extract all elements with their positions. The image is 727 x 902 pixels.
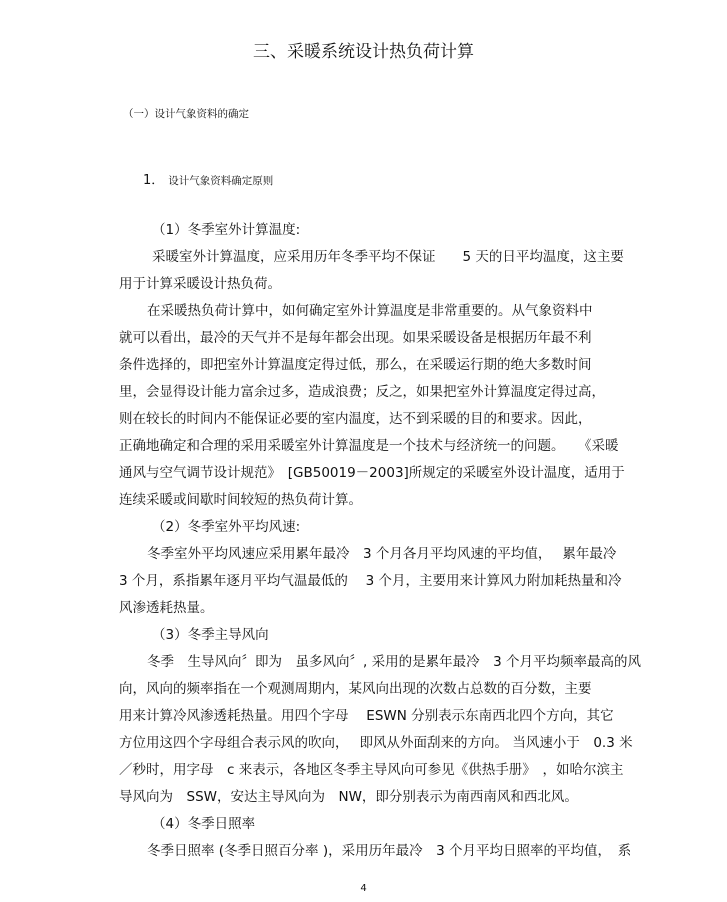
item-heading-1: （1）冬季室外计算温度: [152,222,301,238]
paragraph-line: 通风与空气调节设计规范》 [GB50019－2003]所规定的采暖室外设计温度，适用于 [119,465,625,481]
subsection-heading [143,169,273,188]
subsection-number: 1． [143,173,165,188]
paragraph-line: 连续采暖或间歇时间较短的热负荷计算。 [119,492,362,508]
paragraph-line: 方位用这四个字母组合表示风的吹向， 即风从外面刮来的方向。 当风速小于 0.3 米 [119,735,633,751]
page-title: 三、采暖系统设计热负荷计算 [253,42,474,62]
paragraph-line: 冬季日照率 (冬季日照百分率 )，采用历年最冷 3 个月平均日照率的平均值， 系 [147,843,632,859]
paragraph-line: 则在较长的时间内不能保证必要的室内温度，达不到采暖的目的和要求。因此， [119,411,592,427]
item-heading-3: （3）冬季主导风向 [152,627,269,643]
paragraph-line: ／秒时，用字母 c 来表示，各地区冬季主导风向可参见《供热手册》 ，如哈尔滨主 [119,762,624,778]
paragraph-line: 导风向为 SSW，安达主导风向为 NW，即分别表示为南西南风和西北风。 [119,789,578,805]
item-heading-2: （2）冬季室外平均风速: [152,519,301,535]
paragraph-line: 冬季室外平均风速应采用累年最冷 3 个月各月平均风速的平均值， 累年最冷 [147,546,617,562]
paragraph-line: 条件选择的，即把室外计算温度定得过低，那么，在采暖运行期的绝大多数时间 [119,357,592,373]
paragraph-line: 里，会显得设计能力富余过多，造成浪费；反之，如果把室外计算温度定得过高， [119,384,605,400]
paragraph-line: 3 个月，系指累年逐月平均气温最低的 3 个月，主要用来计算风力附加耗热量和冷 [119,573,622,589]
subsection-title: 设计气象资料确定原则 [168,175,274,187]
item-heading-4: （4）冬季日照率 [152,816,256,832]
page-number: 4 [360,883,367,894]
paragraph-line: 采暖室外计算温度，应采用历年冬季平均不保证 5 天的日平均温度，这主要 [152,249,624,265]
paragraph-line: 冬季 生导风向〞即为 虽多风向〞, 采用的是累年最冷 3 个月平均频率最高的风 [147,654,641,670]
paragraph-line: 在采暖热负荷计算中，如何确定室外计算温度是非常重要的。从气象资料中 [147,303,593,319]
paragraph-line: 风渗透耗热量。 [119,600,214,616]
paragraph-line: 用于计算采暖设计热负荷。 [119,276,281,292]
section-heading: （一）设计气象资料的确定 [123,108,249,120]
paragraph-line: 正确地确定和合理的采用采暖室外计算温度是一个技术与经济统一的问题。 《采暖 [119,438,619,454]
paragraph-line: 向，风向的频率指在一个观测周期内，某风向出现的次数占总数的百分数，主要 [119,681,592,697]
paragraph-line: 用来计算冷风渗透耗热量。用四个字母 ESWN 分别表示东南西北四个方向，其它 [119,708,614,724]
paragraph-line: 就可以看出，最冷的天气并不是每年都会出现。如果采暖设备是根据历年最不利 [119,330,592,346]
